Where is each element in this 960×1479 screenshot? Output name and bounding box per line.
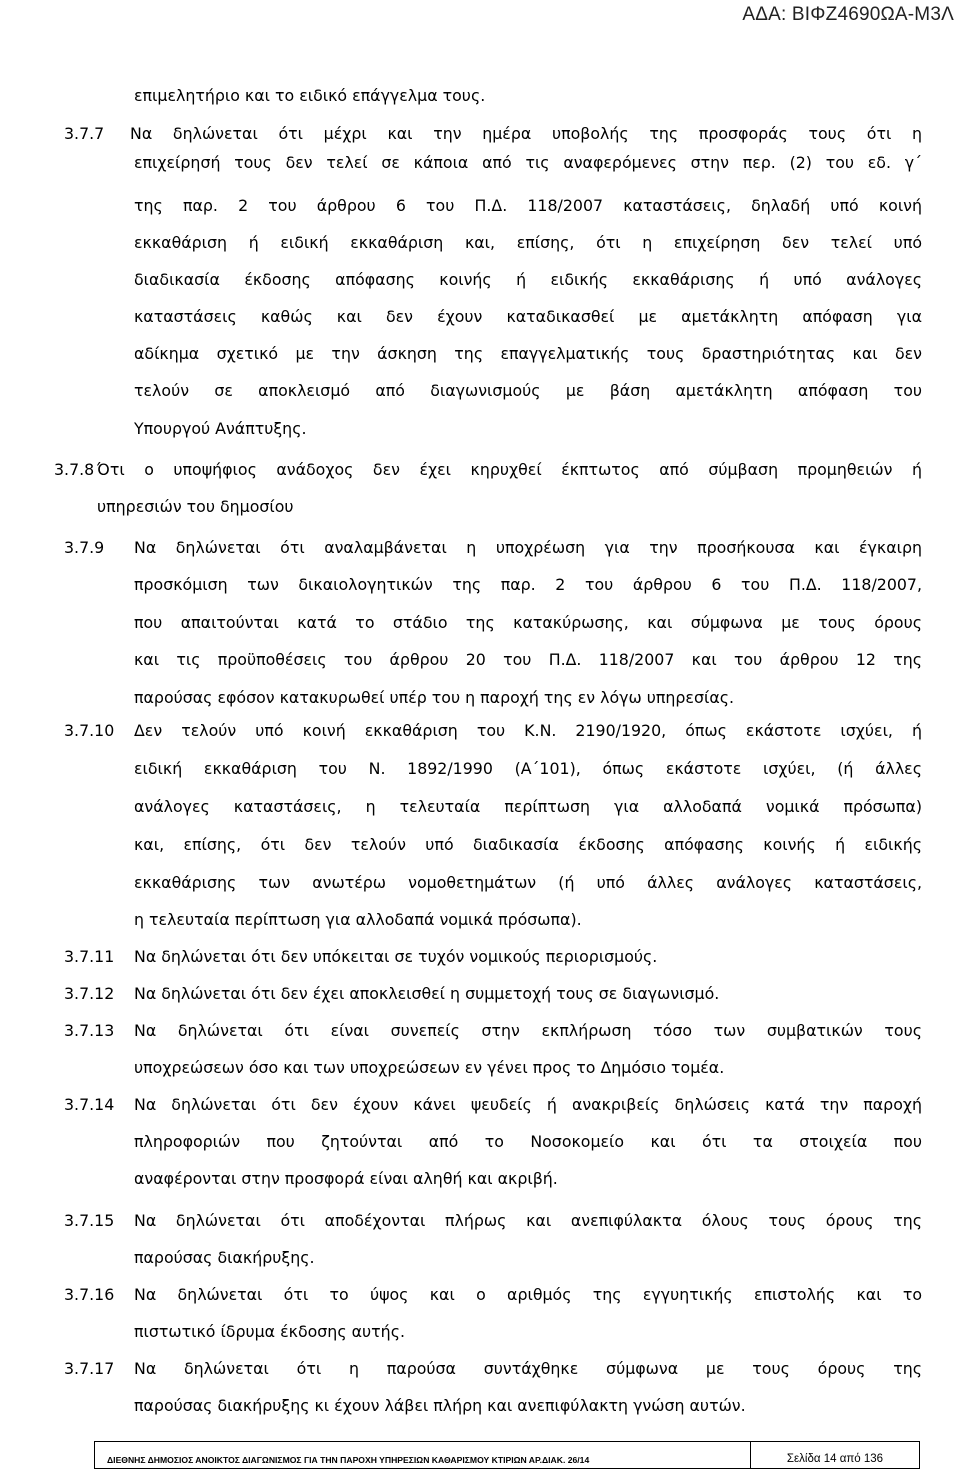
ada-code: ΑΔΑ: ΒΙΦΖ4690ΩΑ-Μ3Λ [742, 4, 954, 25]
paragraph-number: 3.7.15 [64, 1211, 115, 1230]
paragraph-line: Δεν τελούν υπό κοινή εκκαθάριση του Κ.Ν. 2190/1920, όπως εκάστοτε ισχύει, ή [134, 721, 922, 740]
paragraph-line: επιχείρησή τους δεν τελεί σε κάποια από τις αναφερόμενες στην περ. (2) του εδ. γ΄ [134, 153, 922, 172]
paragraph-number: 3.7.17 [64, 1359, 115, 1378]
paragraph-line: διαδικασία έκδοσης απόφασης κοινής ή ειδικής εκκαθάρισης ή υπό ανάλογες [134, 270, 922, 289]
paragraph-line: υποχρεώσεων όσο και των υποχρεώσεων εν γένει προς το Δημόσιο τομέα. [134, 1058, 725, 1077]
paragraph-line: Να δηλώνεται ότι δεν έχει αποκλεισθεί η συμμετοχή τους σε διαγωνισμό. [134, 984, 720, 1003]
paragraph-line: Ότι ο υποψήφιος ανάδοχος δεν έχει κηρυχθεί έκπτωτος από σύμβαση προμηθειών ή [97, 460, 922, 479]
paragraph-line: αναφέρονται στην προσφορά είναι αληθή και ακριβή. [134, 1169, 558, 1188]
paragraph-line: τελούν σε αποκλεισμό από διαγωνισμούς με βάση αμετάκλητη απόφαση του [134, 381, 922, 400]
paragraph-line: καταστάσεις καθώς και δεν έχουν καταδικασθεί με αμετάκλητη απόφαση για [134, 307, 922, 326]
paragraph-line: που απαιτούνται κατά το στάδιο της κατακύρωσης, και σύμφωνα με τους όρους [134, 613, 922, 632]
footer-page-number: Σελίδα 14 από 136 [786, 1453, 884, 1465]
paragraph-line: Να δηλώνεται ότι δεν έχουν κάνει ψευδείς ή ανακριβείς δηλώσεις κατά την παροχή [134, 1095, 922, 1114]
paragraph-line: Να δηλώνεται ότι είναι συνεπείς στην εκπλήρωση τόσο των συμβατικών τους [134, 1021, 922, 1040]
paragraph-number: 3.7.13 [64, 1021, 115, 1040]
paragraph-number: 3.7.16 [64, 1285, 115, 1304]
paragraph-line: αδίκημα σχετικό με την άσκηση της επαγγελματικής τους δραστηριότητας και δεν [134, 344, 922, 363]
paragraph-line: επιμελητήριο και το ειδικό επάγγελμα τους. [134, 86, 486, 105]
paragraph-line: ανάλογες καταστάσεις, η τελευταία περίπτωση για αλλοδαπά νομικά πρόσωπα) [134, 797, 922, 816]
paragraph-line: εκκαθάριση ή ειδική εκκαθάριση και, επίσης, ότι η επιχείρηση δεν τελεί υπό [134, 233, 922, 252]
paragraph-line: ειδική εκκαθάριση του Ν. 1892/1990 (Α΄101), όπως εκάστοτε ισχύει, (ή άλλες [134, 759, 922, 778]
paragraph-line: Να δηλώνεται ότι αποδέχονται πλήρως και ανεπιφύλακτα όλους τους όρους της [134, 1211, 922, 1230]
paragraph-number: 3.7.11 [64, 947, 115, 966]
paragraph-number: 3.7.14 [64, 1095, 115, 1114]
page-footer [94, 1441, 920, 1469]
paragraph-number: 3.7.7 [64, 124, 105, 143]
paragraph-line: Υπουργού Ανάπτυξης. [134, 419, 307, 438]
paragraph-line: παρούσας διακήρυξης. [134, 1248, 315, 1267]
footer-title: ΔΙΕΘΝΗΣ ΔΗΜΟΣΙΟΣ ΑΝΟΙΚΤΟΣ ΔΙΑΓΩΝΙΣΜΟΣ ΓΙΑ ΤΗΝ ΠΑΡΟΧΗ ΥΠΗΡΕΣΙΩΝ ΚΑΘΑΡΙΣΜΟΥ ΚΤΙΡΙΩΝ ΑΡ.ΔΙΑΚ. 26/14 [95, 1442, 751, 1468]
paragraph-number: 3.7.10 [64, 721, 115, 740]
paragraph-line: και, επίσης, ότι δεν τελούν υπό διαδικασία έκδοσης απόφασης κοινής ή ειδικής [134, 835, 922, 854]
paragraph-line: πιστωτικό ίδρυμα έκδοσης αυτής. [134, 1322, 405, 1341]
paragraph-line: της παρ. 2 του άρθρου 6 του Π.Δ. 118/2007 καταστάσεις, δηλαδή υπό κοινή [134, 196, 922, 215]
paragraph-line: η τελευταία περίπτωση για αλλοδαπά νομικά πρόσωπα). [134, 910, 582, 929]
paragraph-number: 3.7.12 [64, 984, 115, 1003]
paragraph-line: Να δηλώνεται ότι το ύψος και ο αριθμός της εγγυητικής επιστολής και το [134, 1285, 922, 1304]
paragraph-line: παρούσας διακήρυξης κι έχουν λάβει πλήρη και ανεπιφύλακτη γνώση αυτών. [134, 1396, 746, 1415]
paragraph-line: υπηρεσιών του δημοσίου [97, 497, 294, 516]
paragraph-line: εκκαθάρισης των ανωτέρω νομοθετημάτων (ή υπό άλλες ανάλογες καταστάσεις, [134, 873, 922, 892]
paragraph-line: προσκόμιση των δικαιολογητικών της παρ. 2 του άρθρου 6 του Π.Δ. 118/2007, [134, 575, 922, 594]
paragraph-line: παρούσας εφόσον κατακυρωθεί υπέρ του η παροχή της εν λόγω υπηρεσίας. [134, 688, 735, 707]
paragraph-line: πληροφοριών που ζητούνται από το Νοσοκομείο και ότι τα στοιχεία που [134, 1132, 922, 1151]
paragraph-number: 3.7.9 [64, 538, 105, 557]
paragraph-line: Να δηλώνεται ότι δεν υπόκειται σε τυχόν νομικούς περιορισμούς. [134, 947, 658, 966]
paragraph-number: 3.7.8 [54, 460, 95, 479]
paragraph-line: Να δηλώνεται ότι μέχρι και την ημέρα υποβολής της προσφοράς τους ότι η [130, 124, 922, 143]
paragraph-line: Να δηλώνεται ότι η παρούσα συντάχθηκε σύμφωνα με τους όρους της [134, 1359, 922, 1378]
paragraph-line: και τις προϋποθέσεις του άρθρου 20 του Π.Δ. 118/2007 και του άρθρου 12 της [134, 650, 922, 669]
paragraph-line: Να δηλώνεται ότι αναλαμβάνεται η υποχρέωση για την προσήκουσα και έγκαιρη [134, 538, 922, 557]
